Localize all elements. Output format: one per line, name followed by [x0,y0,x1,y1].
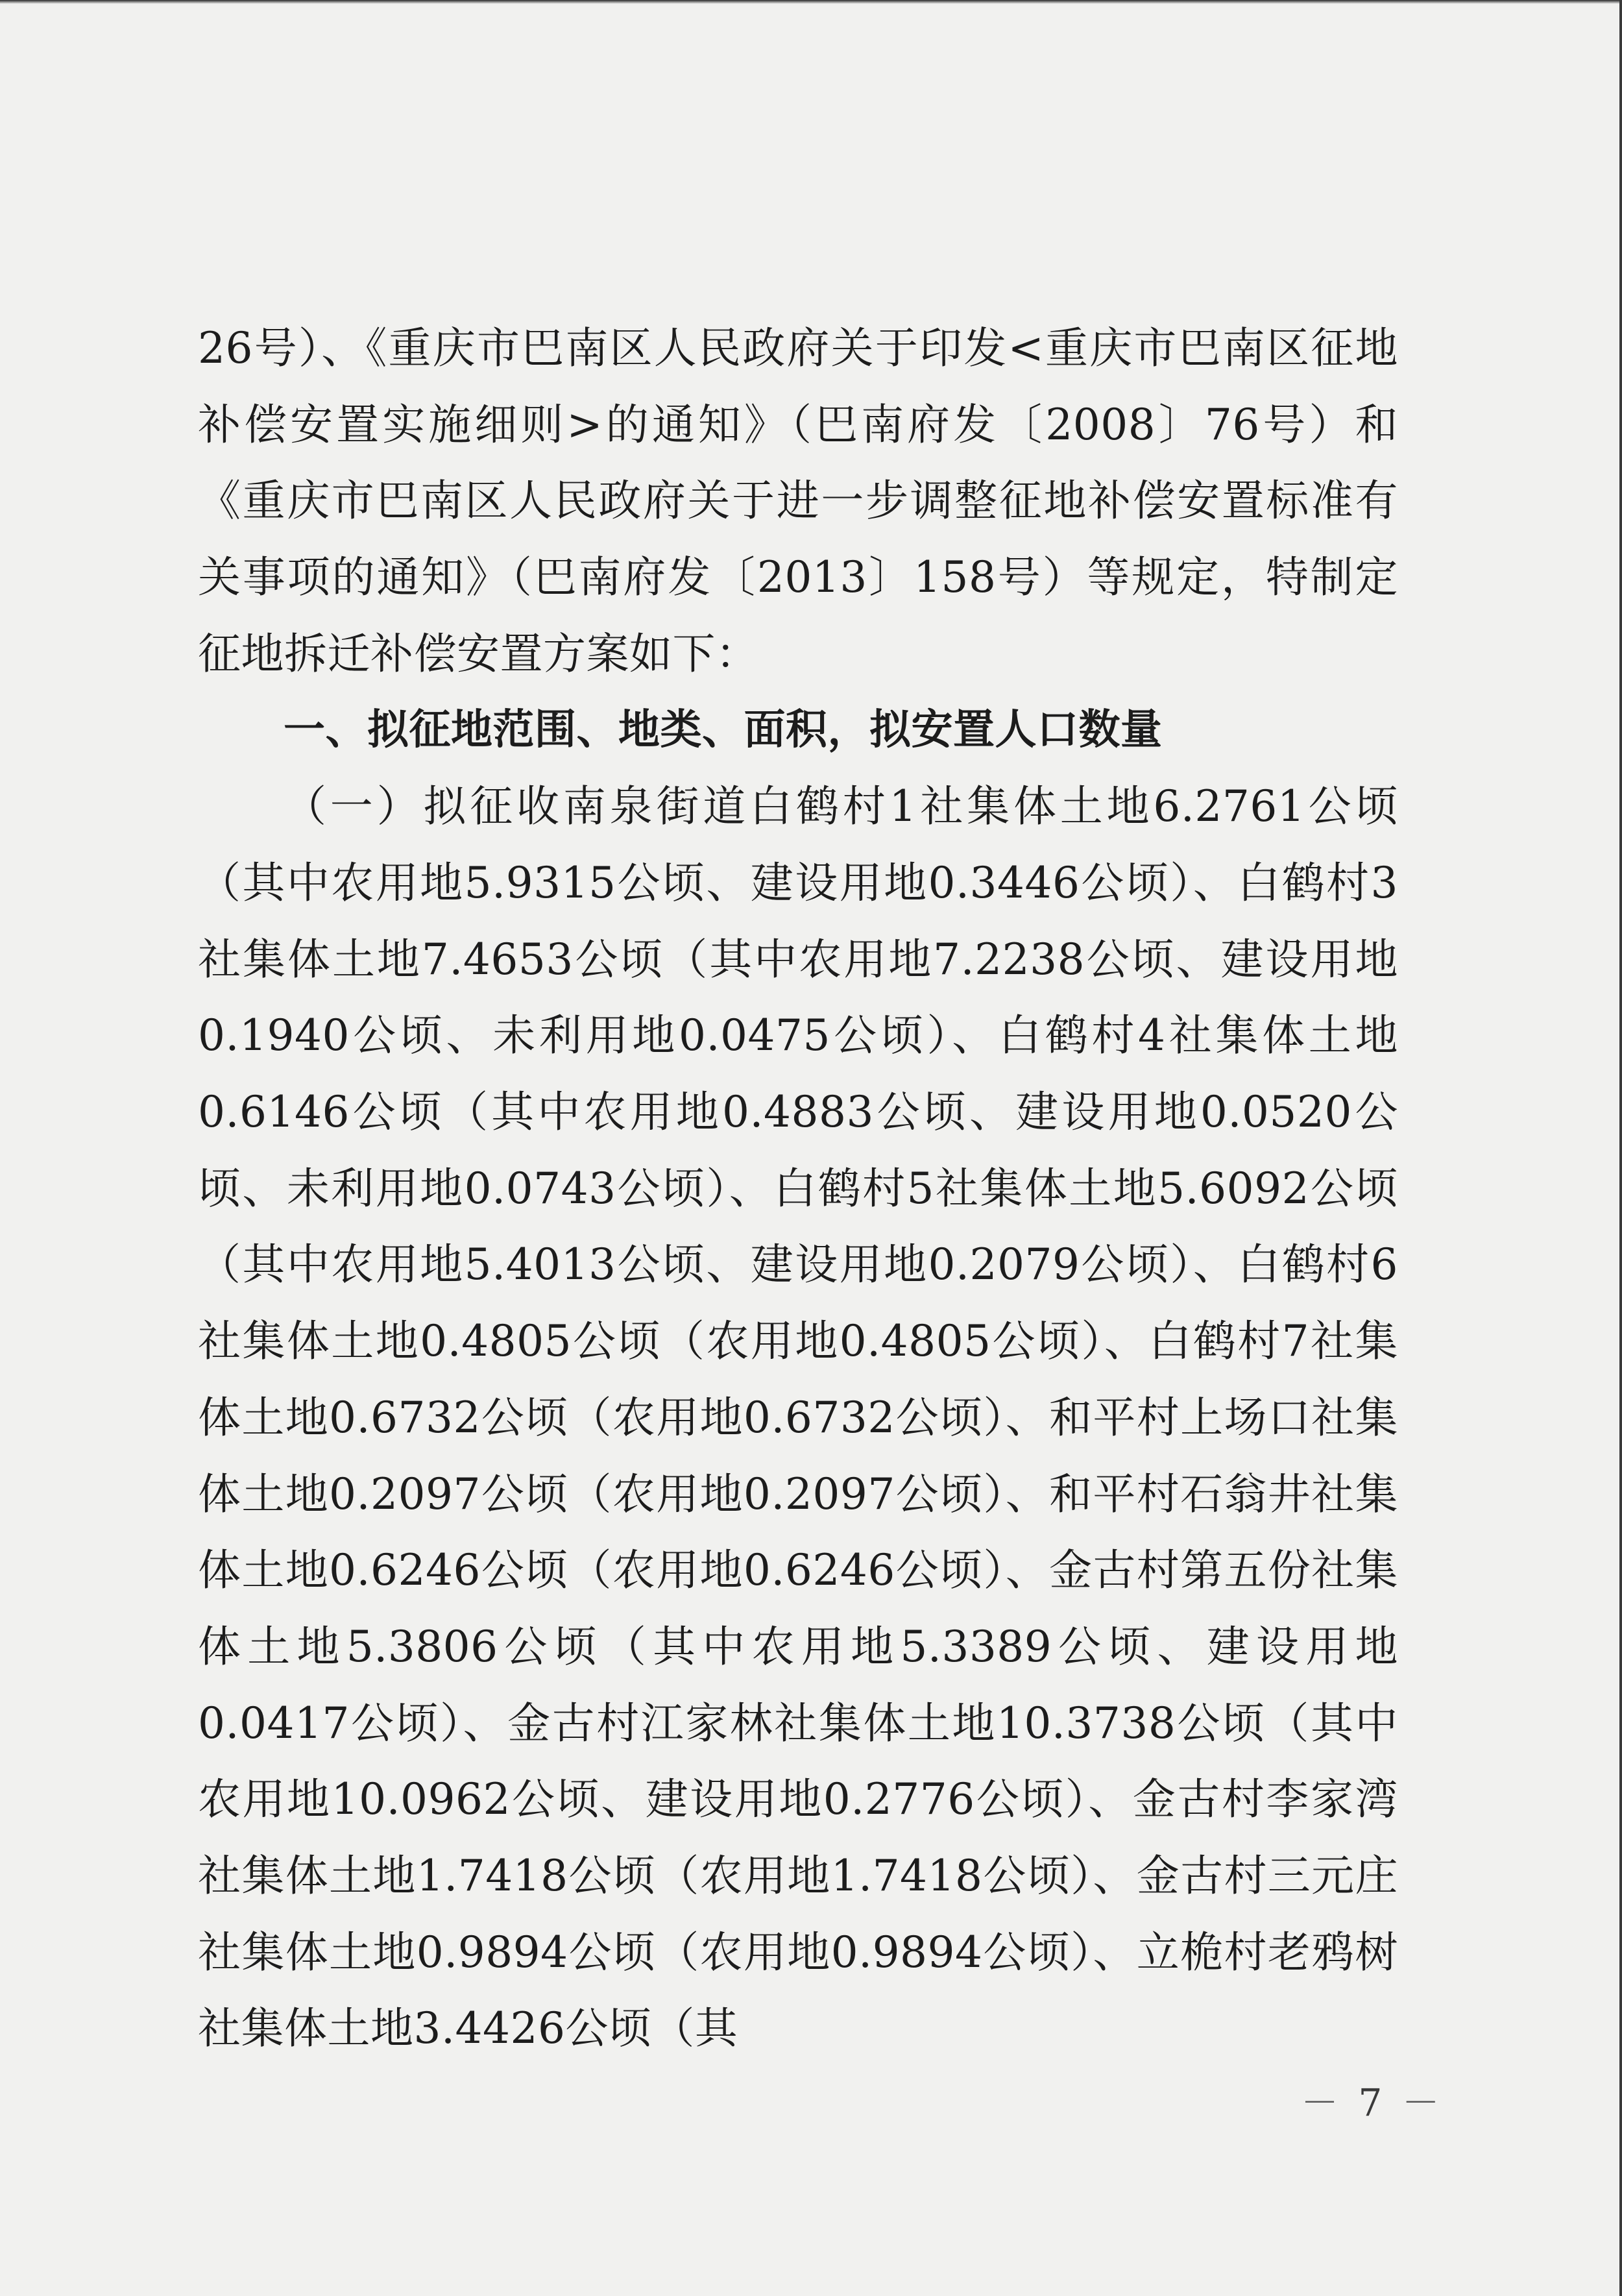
section-heading: 一、拟征地范围、地类、面积，拟安置人口数量 [284,705,1163,754]
page-number-value: 7 [1358,2081,1386,2125]
scan-edge-right [1619,0,1622,2296]
scan-edge-top [0,0,1622,4]
page-number: － 7 － [1301,2081,1444,2125]
document-body [198,310,1398,2067]
paragraph-land-scope: （一）拟征收南泉街道白鹤村1社集体土地6.2761公顷（其中农用地5.9315公顷、建设用地0.3446公顷）、白鹤村3社集体土地7.4653公顷（其中农用地7.2238公顷、建设用地0.1940公顷、未利用地0.0475公顷）、白鹤村4社集体土地0.6146公顷（其中农用地0.4883公顷、建设用地0.0520公顷、未利用地0.0743公顷）、白鹤村5社集体土地5.6092公顷（其中农用地5.4013公顷、建设用地0.2079公顷）、白鹤村6社集体土地0.4805公顷（农用地0.4805公顷）、白鹤村7社集体土地0.6732公顷（农用地0.6732公顷）、和平村上场口社集体土地0.2097公顷（农用地0.2097公顷）、和平村石翁井社集体土地0.6246公顷（农用地0.6246公顷）、金古村第五份社集体土地5.3806公顷（其中农用地5.3389公顷、建设用地0.0417公顷）、金古村江家林社集体土地10.3738公顷（其中农用地10.0962公顷、建设用地0.2776公顷）、金古村李家湾社集体土地1.7418公顷（农用地1.7418公顷）、金古村三元庄社集体土地0.9894公顷（农用地0.9894公顷）、立桅村老鸦树社集体土地3.4426公顷（其 [198,781,1398,2054]
paragraph-regulations: 26号）、《重庆市巴南区人民政府关于印发<重庆市巴南区征地补偿安置实施细则>的通知》（巴南府发〔2008〕76号）和《重庆市巴南区人民政府关于进一步调整征地补偿安置标准有关事项的通知》（巴南府发〔2013〕158号）等规定，特制定征地拆迁补偿安置方案如下： [198,323,1398,679]
